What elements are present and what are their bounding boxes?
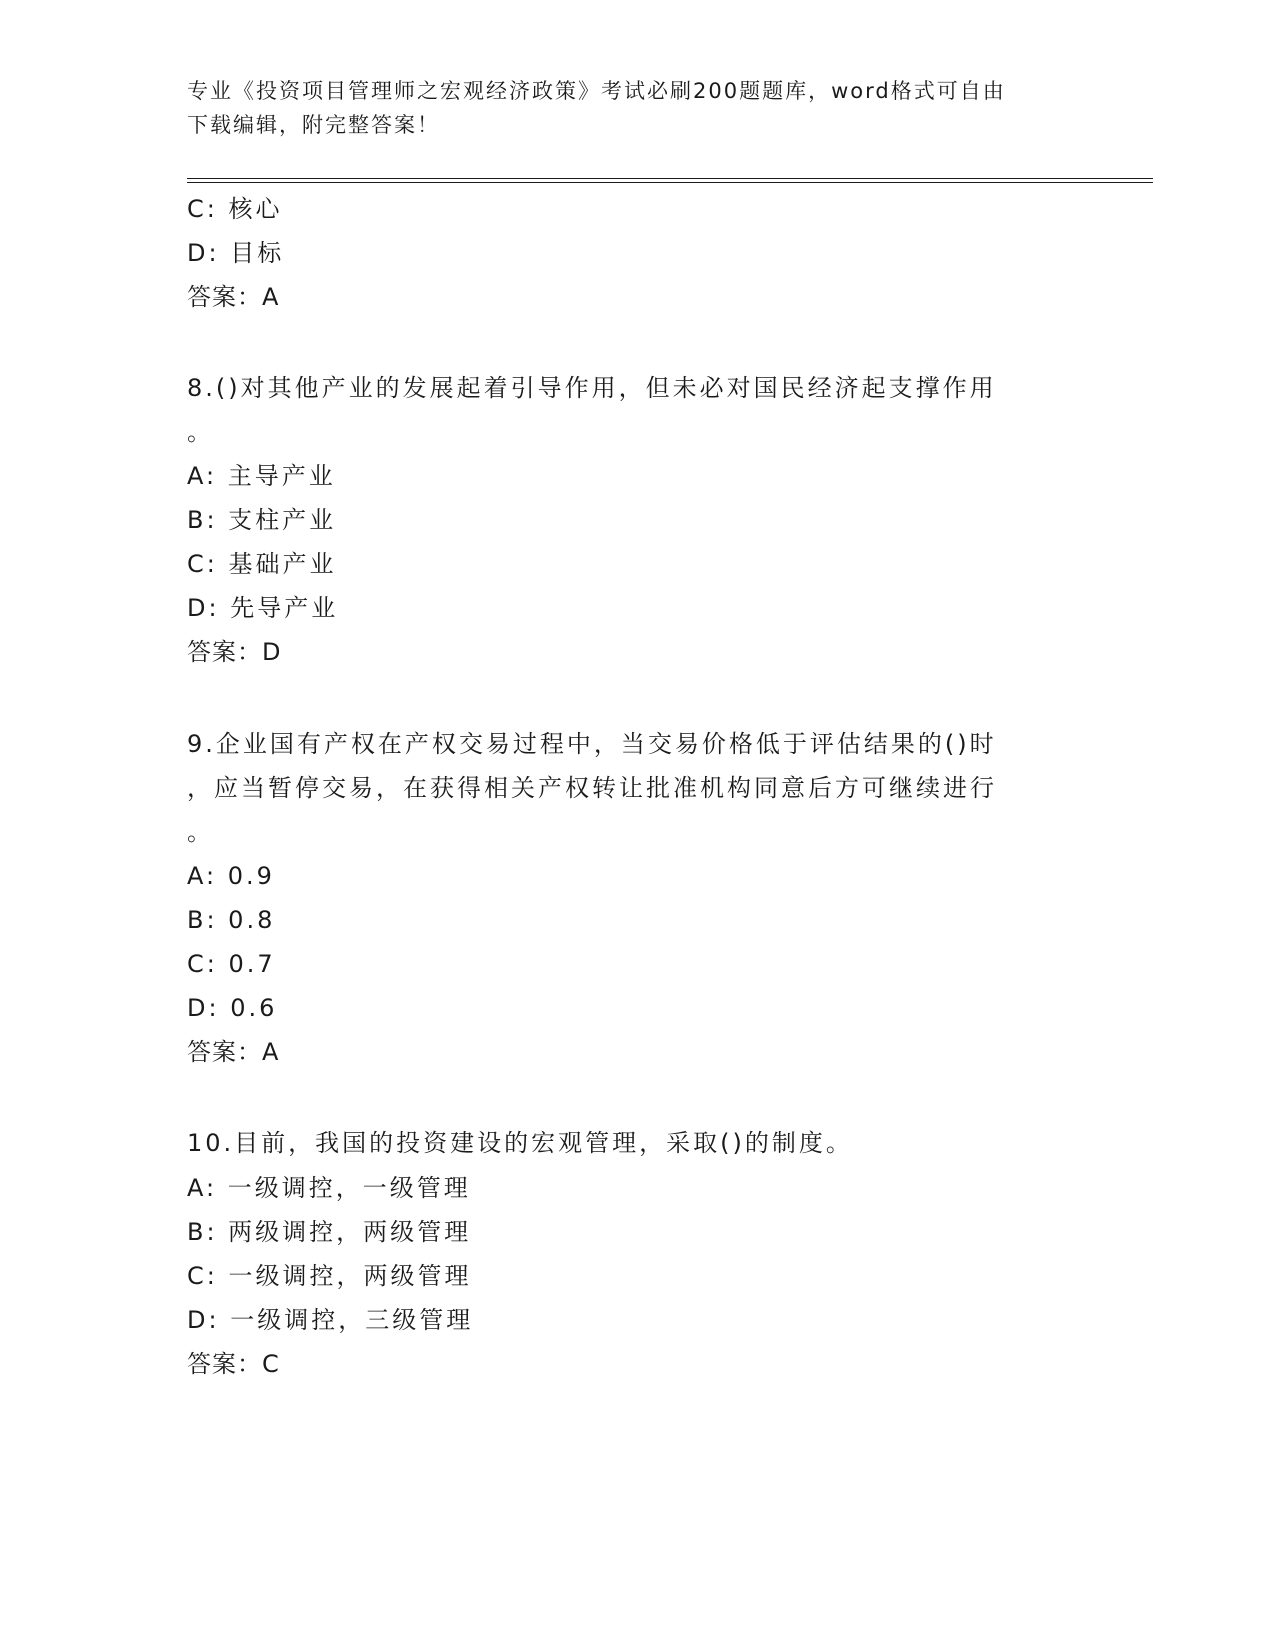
q8-stem-line-1: 8.()对其他产业的发展起着引导作用，但未必对国民经济起支撑作用 [187, 374, 997, 402]
q8-option-c: C: 基础产业 [187, 550, 337, 578]
q9-stem-line-1: 9.企业国有产权在产权交易过程中，当交易价格低于评估结果的()时 [187, 730, 997, 758]
header-divider-top [187, 178, 1153, 179]
q8-answer: 答案：D [187, 638, 282, 666]
q10-answer: 答案：C [187, 1350, 280, 1378]
q9-option-c: C: 0.7 [187, 950, 276, 978]
q10-option-d: D: 一级调控，三级管理 [187, 1306, 474, 1334]
q7-option-d: D: 目标 [187, 239, 285, 267]
q8-option-b: B: 支柱产业 [187, 506, 337, 534]
q9-stem-line-2: ，应当暂停交易，在获得相关产权转让批准机构同意后方可继续进行 [187, 774, 997, 802]
q8-option-a: A: 主导产业 [187, 462, 336, 490]
document-header: 专业《投资项目管理师之宏观经济政策》考试必刷200题题库，word格式可自由 下载编辑，附完整答案！ [187, 79, 1006, 137]
q10-option-a: A: 一级调控，一级管理 [187, 1174, 471, 1202]
q10-option-b: B: 两级调控，两级管理 [187, 1218, 472, 1246]
q10-option-c: C: 一级调控，两级管理 [187, 1262, 472, 1290]
q8-stem-line-2: 。 [187, 418, 214, 446]
q9-option-d: D: 0.6 [187, 994, 278, 1022]
q10-stem-line-1: 10.目前，我国的投资建设的宏观管理，采取()的制度。 [187, 1129, 853, 1157]
q8-option-d: D: 先导产业 [187, 594, 339, 622]
q9-option-b: B: 0.8 [187, 906, 276, 934]
header-divider-bottom [187, 182, 1153, 183]
q9-answer: 答案：A [187, 1038, 280, 1066]
q9-option-a: A: 0.9 [187, 862, 275, 890]
q7-option-c: C: 核心 [187, 195, 283, 223]
q9-stem-line-3: 。 [187, 818, 214, 846]
q7-answer: 答案：A [187, 283, 280, 311]
